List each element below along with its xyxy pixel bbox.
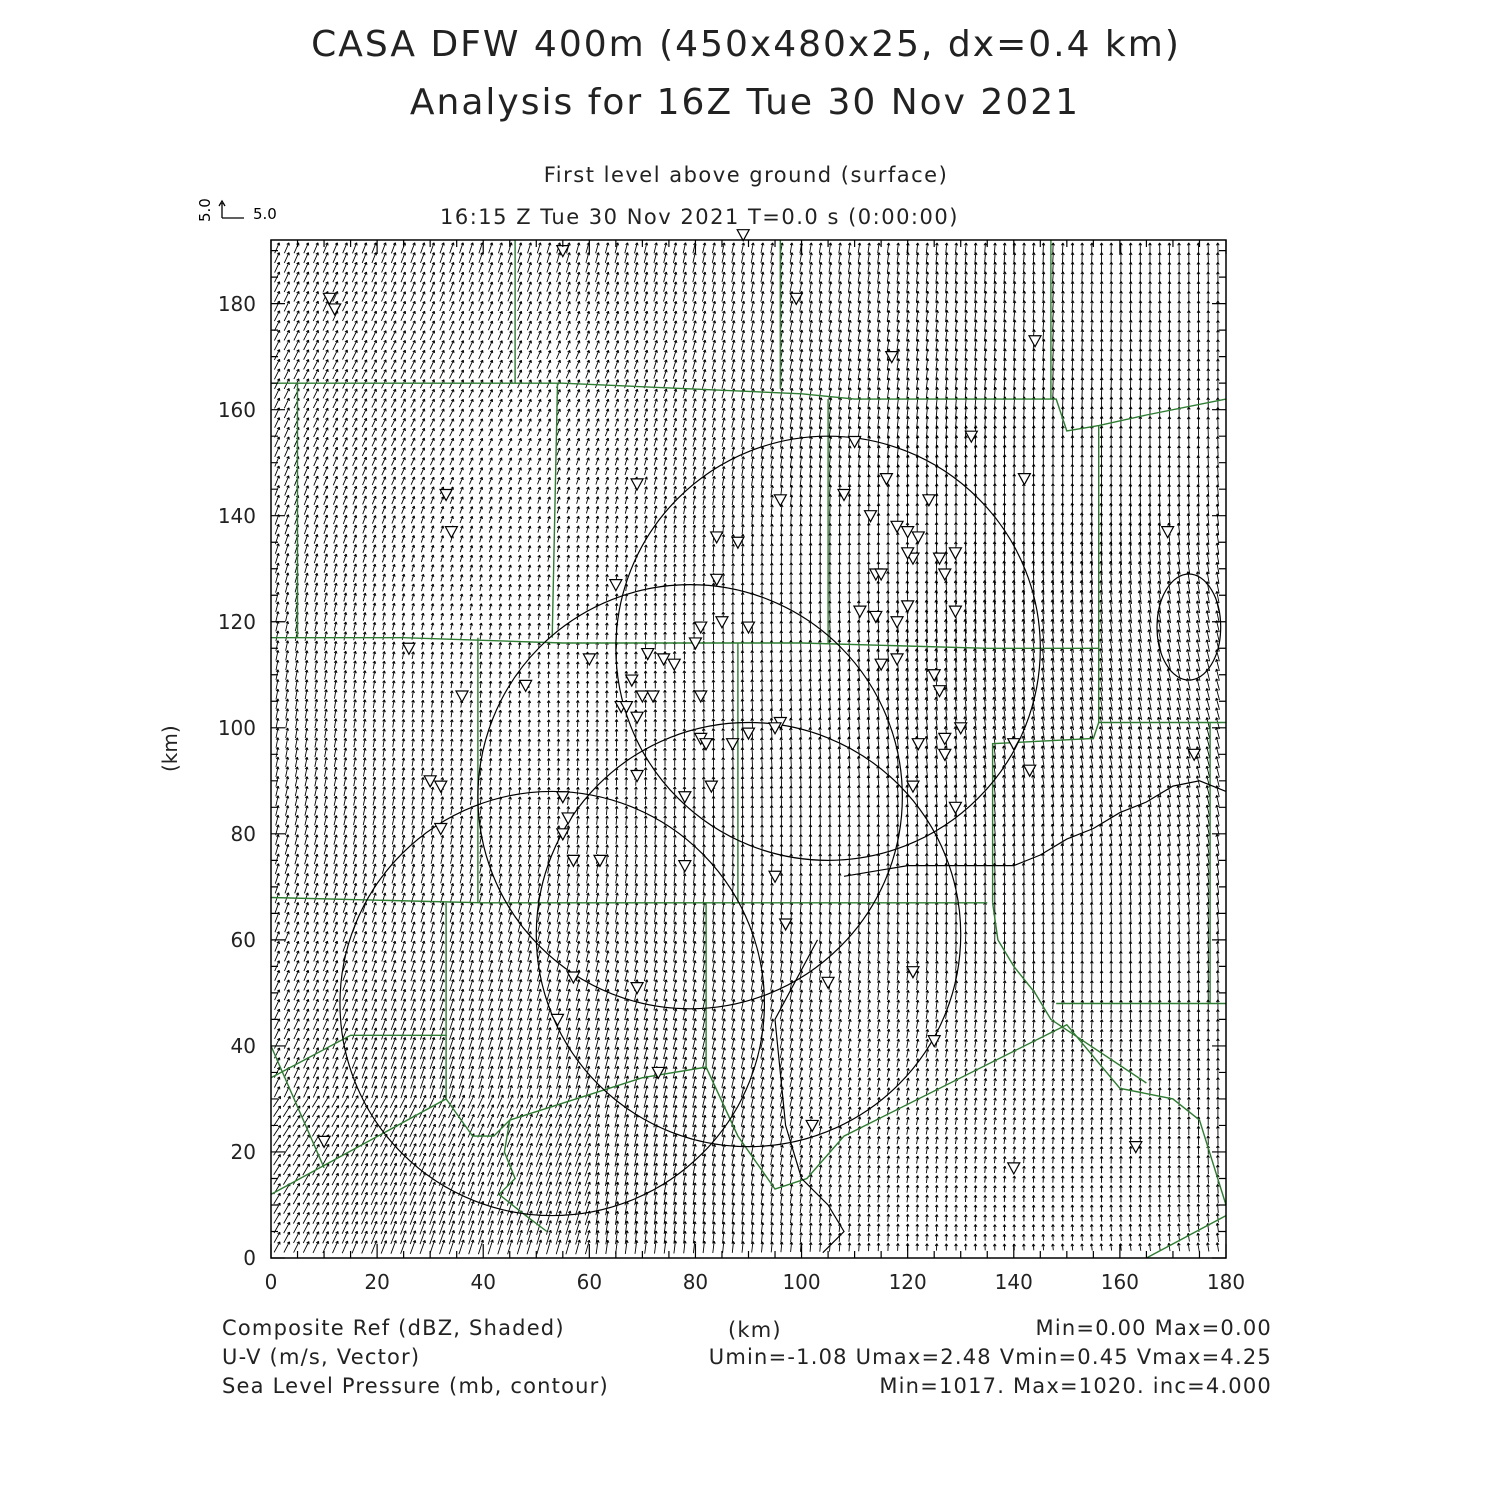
station-marker-23	[923, 495, 935, 506]
wind-vector-field-name: U-V (m/s, Vector)	[222, 1345, 421, 1369]
station-marker-45	[716, 617, 728, 628]
wind-vector-field-stats: Umin=-1.08 Umax=2.48 Vmin=0.45 Vmax=4.25	[708, 1345, 1272, 1369]
station-marker-90	[631, 983, 643, 994]
plot-title-line-1: CASA DFW 400m (450x480x25, dx=0.4 km)	[311, 24, 1181, 65]
station-marker-64	[700, 739, 712, 750]
station-marker-67	[912, 739, 924, 750]
station-marker-39	[583, 654, 595, 665]
station-marker-0	[323, 293, 335, 304]
reflectivity-field-name: Composite Ref (dBZ, Shaded)	[222, 1316, 565, 1340]
station-marker-17	[865, 511, 877, 522]
station-marker-40	[642, 649, 654, 660]
station-marker-28	[610, 580, 622, 591]
station-marker-82	[562, 813, 574, 824]
station-marker-69	[939, 749, 951, 760]
station-marker-42	[668, 659, 680, 670]
x-tick-label: 60	[576, 1270, 603, 1294]
plot-title-line-2: Analysis for 16Z Tue 30 Nov 2021	[409, 82, 1081, 123]
station-marker-14	[711, 532, 723, 543]
x-axis-label: (km)	[728, 1318, 782, 1342]
station-marker-13	[1018, 474, 1030, 485]
station-marker-57	[636, 691, 648, 702]
pressure-field-name: Sea Level Pressure (mb, contour)	[222, 1374, 609, 1398]
station-marker-59	[695, 691, 707, 702]
station-marker-74	[435, 781, 447, 792]
station-marker-1	[329, 304, 341, 315]
x-tick-label: 100	[782, 1270, 821, 1294]
station-marker-26	[949, 548, 961, 559]
wind-vector-field	[273, 243, 1219, 1255]
y-tick-label: 100	[217, 715, 256, 740]
station-marker-44	[695, 622, 707, 633]
station-marker-35	[891, 617, 903, 628]
y-tick-label: 140	[217, 503, 256, 528]
county-boundary-14	[271, 1035, 446, 1194]
station-marker-9	[631, 479, 643, 490]
y-tick-label: 80	[230, 821, 256, 846]
y-tick-label: 160	[217, 397, 256, 422]
station-marker-93	[552, 1014, 564, 1025]
station-marker-98	[1008, 1163, 1020, 1174]
station-marker-48	[891, 654, 903, 665]
vector-key-v-label: 5.0	[196, 198, 214, 222]
pressure-field-stats: Min=1017. Max=1020. inc=4.000	[879, 1374, 1272, 1398]
y-tick-label: 180	[217, 291, 256, 316]
x-tick-label: 40	[470, 1270, 496, 1294]
station-marker-75	[631, 771, 643, 782]
station-marker-85	[594, 855, 606, 866]
x-tick-label: 20	[364, 1270, 390, 1294]
wind-vectors	[273, 243, 1219, 1255]
station-marker-22	[912, 532, 924, 543]
station-marker-91	[822, 977, 834, 988]
station-marker-68	[939, 733, 951, 744]
x-tick-label: 80	[682, 1270, 709, 1294]
valid-time-subtitle: 16:15 Z Tue 30 Nov 2021 T=0.0 s (0:00:00)	[440, 205, 959, 229]
station-marker-86	[679, 861, 691, 872]
station-marker-3	[737, 230, 749, 241]
y-tick-label: 120	[217, 609, 256, 634]
x-tick-label: 120	[888, 1270, 927, 1294]
vector-key-u-label: 5.0	[253, 205, 277, 223]
station-marker-27	[1162, 527, 1174, 538]
station-marker-37	[949, 606, 961, 617]
station-marker-87	[769, 871, 781, 882]
station-marker-34	[870, 611, 882, 622]
station-marker-33	[854, 606, 866, 617]
station-marker-10	[774, 495, 786, 506]
x-tick-label: 0	[264, 1270, 278, 1294]
station-marker-96	[806, 1120, 818, 1131]
station-marker-80	[435, 824, 447, 835]
y-axis-label: (km)	[158, 725, 182, 772]
vector-key-arrows	[219, 201, 244, 218]
station-marker-52	[520, 680, 532, 691]
station-marker-18	[880, 474, 892, 485]
county-boundary-5	[552, 383, 557, 638]
station-marker-36	[902, 601, 914, 612]
level-subtitle: First level above ground (surface)	[543, 163, 949, 187]
station-marker-49	[928, 670, 940, 681]
station-marker-8	[445, 527, 457, 538]
station-marker-56	[631, 712, 643, 723]
station-marker-79	[949, 802, 961, 813]
station-marker-77	[705, 781, 717, 792]
station-marker-25	[939, 569, 951, 580]
station-marker-7	[440, 490, 452, 501]
x-tick-label: 140	[994, 1270, 1033, 1294]
station-marker-58	[647, 691, 659, 702]
reflectivity-field-stats: Min=0.00 Max=0.00	[1035, 1316, 1272, 1340]
x-tick-label: 180	[1206, 1270, 1246, 1294]
y-tick-label: 0	[243, 1246, 256, 1270]
station-marker-6	[1029, 336, 1041, 347]
station-marker-65	[727, 739, 739, 750]
station-marker-29	[711, 574, 723, 585]
county-boundary-2	[271, 898, 987, 903]
station-marker-50	[934, 686, 946, 697]
county-boundary-9	[993, 426, 1099, 903]
station-marker-47	[875, 659, 887, 670]
station-marker-72	[1188, 749, 1200, 760]
county-boundary-22	[1146, 1216, 1226, 1258]
x-tick-label: 160	[1100, 1270, 1139, 1294]
y-tick-label: 60	[230, 927, 256, 952]
y-tick-label: 40	[230, 1033, 256, 1058]
vector-key-icon	[219, 201, 244, 218]
station-marker-51	[456, 691, 468, 702]
y-tick-label: 20	[230, 1139, 256, 1164]
